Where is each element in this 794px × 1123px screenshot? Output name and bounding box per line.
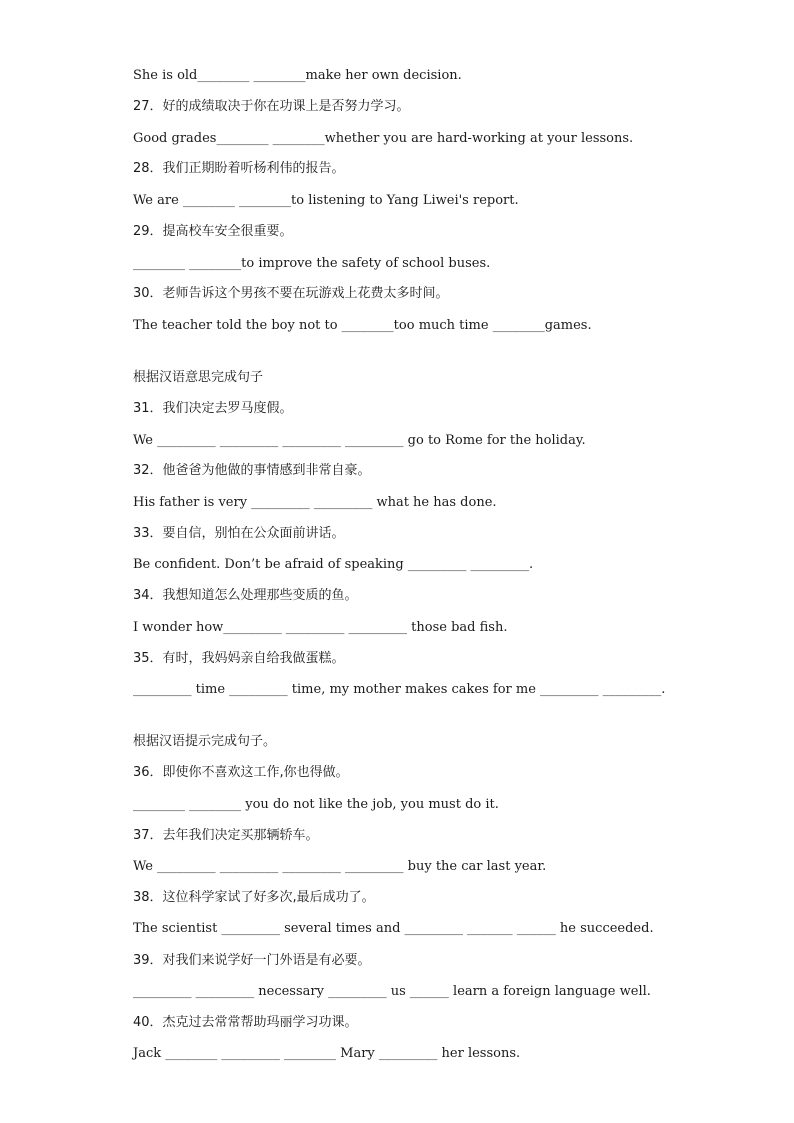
question-prompt: 34．我想知道怎么处理那些变质的鱼。 [133,588,358,603]
question-prompt: 33．要自信，别怕在公众面前讲话。 [133,526,345,541]
answer-line: We _________ _________ _________ _________ buy the car last year. [133,859,547,874]
answer-line: _________ time _________ time, my mother makes cakes for me _________ _________. [133,682,666,697]
section-heading: 根据汉语提示完成句子。 [133,734,277,749]
answer-line: The teacher told the boy not to ________too much time ________games. [133,318,592,333]
answer-line: Be confident. Don’t be afraid of speaking _________ _________. [133,557,534,572]
answer-line: I wonder how_________ _________ _________ those bad fish. [133,620,508,635]
answer-line: ________ ________ you do not like the job, you must do it. [133,797,499,812]
question-prompt: 27．好的成绩取决于你在功课上是否努力学习。 [133,99,410,114]
answer-line: She is old________ ________make her own decision. [133,68,462,83]
answer-line: The scientist _________ several times and _________ _______ ______ he succeeded. [133,921,654,936]
question-prompt: 37．去年我们决定买那辆轿车。 [133,828,319,843]
answer-line: His father is very _________ _________ what he has done. [133,495,497,510]
section-heading: 根据汉语意思完成句子 [133,370,264,385]
answer-line: We are ________ ________to listening to Yang Liwei's report. [133,193,519,208]
question-prompt: 40．杰克过去常常帮助玛丽学习功课。 [133,1015,358,1030]
answer-line: Good grades________ ________whether you are hard-working at your lessons. [133,131,634,146]
answer-line: We _________ _________ _________ _________ go to Rome for the holiday. [133,433,586,448]
answer-line: _________ _________ necessary _________ us ______ learn a foreign language well. [133,984,651,999]
question-prompt: 31．我们决定去罗马度假。 [133,401,293,416]
answer-line: Jack ________ _________ ________ Mary _________ her lessons. [133,1046,521,1061]
question-prompt: 39．对我们来说学好一门外语是有必要。 [133,953,371,968]
question-prompt: 36．即使你不喜欢这工作,你也得做。 [133,765,349,780]
question-prompt: 30．老师告诉这个男孩不要在玩游戏上花费太多时间。 [133,286,449,301]
question-prompt: 38．这位科学家试了好多次,最后成功了。 [133,890,375,905]
question-prompt: 32．他爸爸为他做的事情感到非常自豪。 [133,463,371,478]
question-prompt: 35．有时，我妈妈亲自给我做蛋糕。 [133,651,345,666]
answer-line: ________ ________to improve the safety of school buses. [133,256,491,271]
question-prompt: 29．提高校车安全很重要。 [133,224,293,239]
question-prompt: 28．我们正期盼着听杨利伟的报告。 [133,161,345,176]
